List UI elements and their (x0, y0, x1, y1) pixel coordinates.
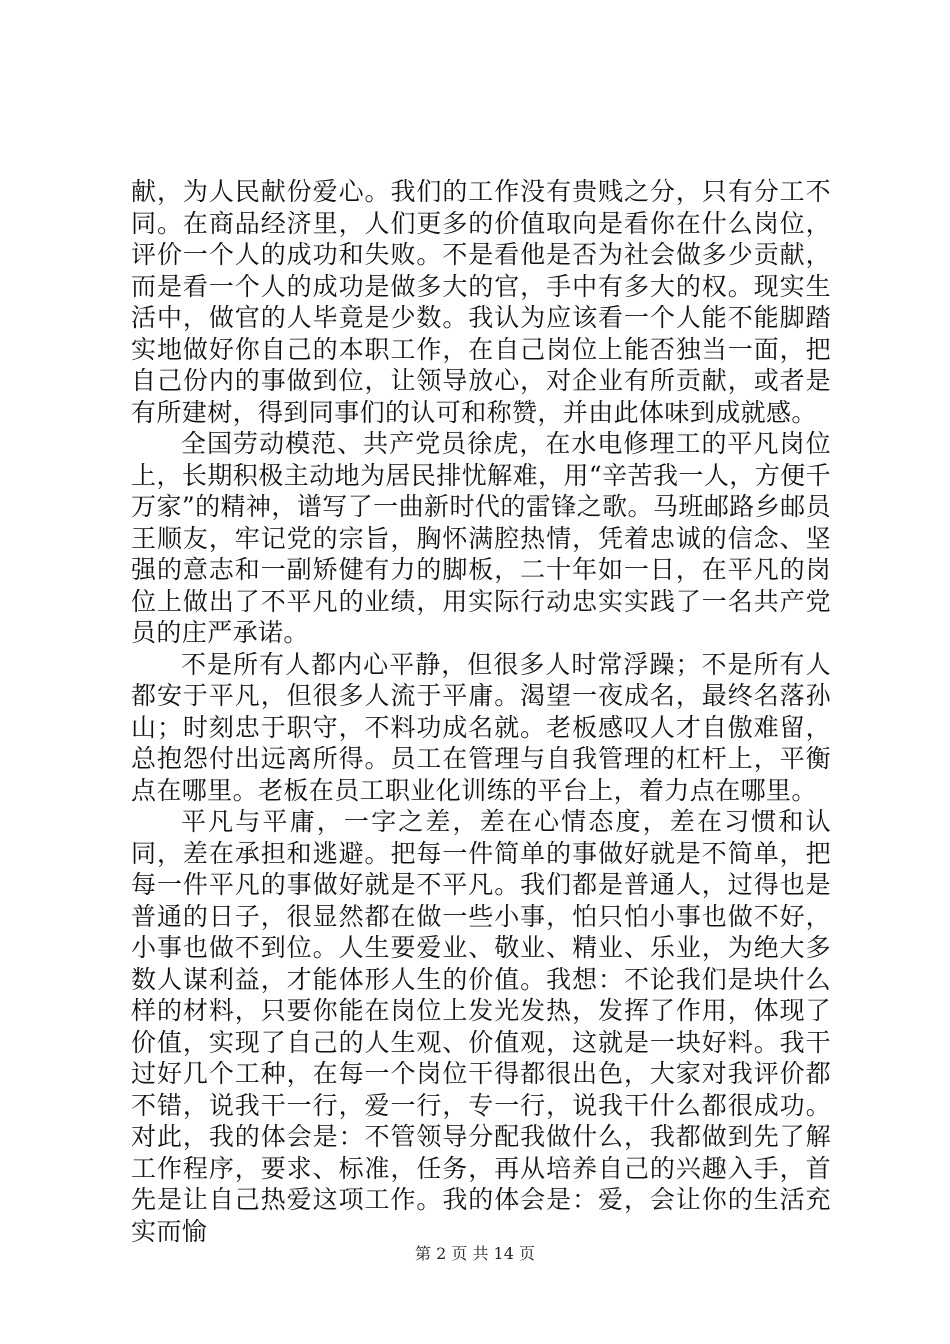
document-body (131, 176, 831, 1247)
paragraph-2: 全国劳动模范、共产党员徐虎，在水电修理工的平凡岗位上，长期积极主动地为居民排忧解难，用“辛苦我一人，方便千万家”的精神，谱写了一曲新时代的雷锋之歌。马班邮路乡邮员王顺友，牢记党的宗旨，胸怀满腔热情，凭着忠诚的信念、坚强的意志和一副矫健有力的脚板，二十年如一日，在平凡的岗位上做出了不平凡的业绩，用实际行动忠实实践了一名共产党员的庄严承诺。 (131, 429, 831, 647)
paragraph-1: 献，为人民献份爱心。我们的工作没有贵贱之分，只有分工不同。在商品经济里，人们更多的价值取向是看你在什么岗位，评价一个人的成功和失败。不是看他是否为社会做多少贡献，而是看一个人的成功是做多大的官，手中有多大的权。现实生活中，做官的人毕竟是少数。我认为应该看一个人能不能脚踏实地做好你自己的本职工作，在自己岗位上能否独当一面，把自己份内的事做到位，让领导放心，对企业有所贡献，或者是有所建树，得到同事们的认可和称赞，并由此体味到成就感。 (131, 177, 831, 427)
page-footer: 第 2 页 共 14 页 (415, 1244, 535, 1263)
paragraph-4: 平凡与平庸，一字之差，差在心情态度，差在习惯和认同，差在承担和逃避。把每一件简单的事做好就是不简单，把每一件平凡的事做好就是不平凡。我们都是普通人，过得也是普通的日子，很显然都在做一些小事，怕只怕小事也做不好，小事也做不到位。人生要爱业、敬业、精业、乐业，为绝大多数人谋利益，才能体形人生的价值。我想：不论我们是块什么样的材料，只要你能在岗位上发光发热，发挥了作用，体现了价值，实现了自己的人生观、价值观，这就是一块好料。我干过好几个工种，在每一个岗位干得都很出色，大家对我评价都不错，说我干一行，爱一行，专一行，说我干什么都很成功。对此，我的体会是：不管领导分配我做什么，我都做到先了解工作程序，要求、标准，任务，再从培养自己的兴趣入手，首先是让自己热爱这项工作。我的体会是：爱，会让你的生活充实而愉 (131, 807, 831, 1246)
paragraph-3: 不是所有人都内心平静，但很多人时常浮躁；不是所有人都安于平凡，但很多人流于平庸。渴望一夜成名，最终名落孙山；时刻忠于职守，不料功成名就。老板感叹人才自傲难留，总抱怨付出远离所得。员工在管理与自我管理的杠杆上，平衡点在哪里。老板在员工职业化训练的平台上，着力点在哪里。 (131, 649, 831, 805)
